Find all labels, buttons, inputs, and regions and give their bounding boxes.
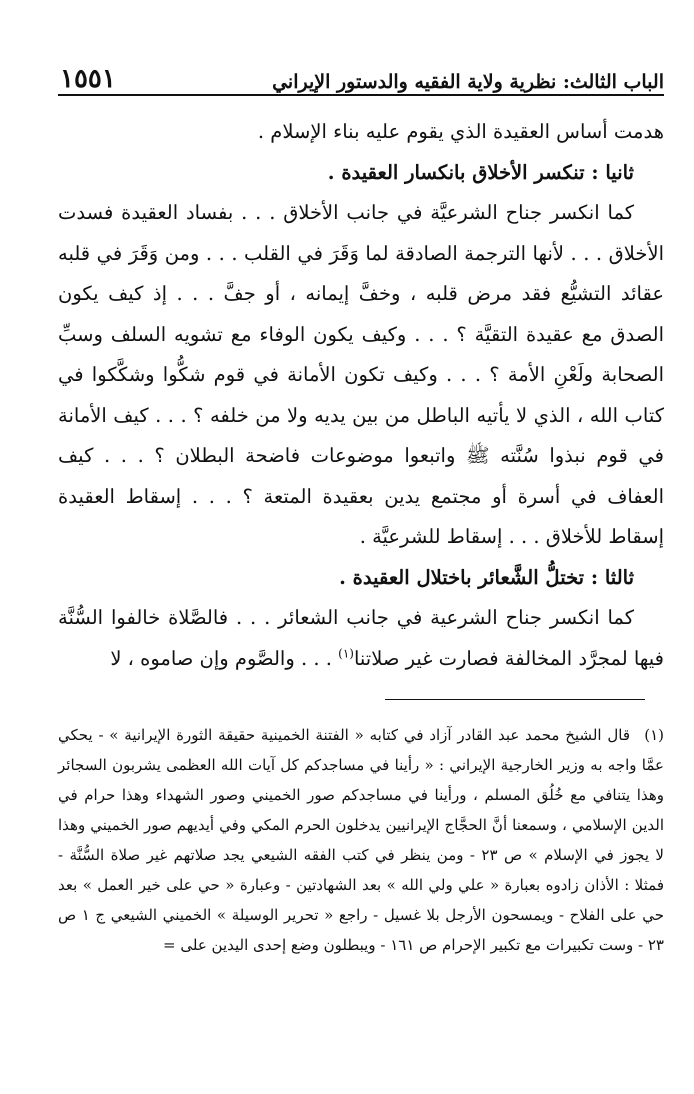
main-text	[58, 112, 664, 679]
paragraph-rituals	[58, 598, 664, 679]
footnote-separator	[385, 699, 645, 700]
paragraph-rituals-text-a: كما انكسر جناح الشرعية في جانب الشعائر . . . فالصَّلاة خالفوا السُّنَّة فيها لمجرَّد المخالفة فصارت غير صلاتنا	[58, 606, 664, 670]
footnote-text: قال الشيخ محمد عبد القادر آزاد في كتابه « الفتنة الخمينية حقيقة الثورة الإيرانية » - يحكي عمَّا واجه به وزير الخارجية الإيراني : « رأينا في مساجدكم كل آيات الله العظمى يشربون السجائر وهذا يتنافي مع خُلُق المسلم ، ورأينا في مساجدكم صور الخميني وصور الشهداء وهذا حرام في الدين الإسلامي ، وسمعنا أنَّ الحجَّاج الإيرانيين يدخلون الحرم المكي وفي أيديهم صور الخميني وهذا لا يجوز في الإسلام » ص ٢٣ - ومن ينظر في كتب الفقه الشيعي يجد صلاتهم غير صلاة السُّنَّة - فمثلا : الأذان زادوه بعبارة « علي ولي الله » بعد الشهادتين - وعبارة « حي على خير العمل » بعد حي على الفلاح - ويمسحون الأرجل بلا غسيل - راجع « تحرير الوسيلة » الخميني الشيعي ج ١ ص ٢٣ - وست تكبيرات مع تكبير الإحرام ص ١٦١ - ويبطلون وضع إحدى اليدين على =	[58, 726, 665, 954]
page-number: ١٥٥١	[60, 64, 116, 94]
page-header	[60, 48, 664, 92]
footnote-reference[interactable]: (١)	[338, 646, 354, 660]
paragraph-rituals-text-b: . . . والصَّوم وإن صاموه ، لا	[110, 646, 339, 670]
header-rule	[58, 94, 664, 96]
paragraph-ethics: كما انكسر جناح الشرعيَّة في جانب الأخلاق . . . بفساد العقيدة فسدت الأخلاق . . . لأنها الترجمة الصادقة لما وَقَرَ في القلب . . . ومن وَقَرَ في قلبه عقائد التشيُّع فقد مرض قلبه ، وخفَّ إيمانه ، أو جفَّ . . . إذ كيف يكون الصدق مع عقيدة التقيَّة ؟ . . . وكيف يكون الوفاء مع تشويه السلف وسبِّ الصحابة ولَعْنِ الأمة ؟ . . . وكيف تكون الأمانة في قوم شكُّوا وشكَّكوا في كتاب الله ، الذي لا يأتيه الباطل من بين يديه ولا من خلفه ؟ . . . كيف الأمانة في قوم نبذوا سُنَّته ﷺ واتبعوا موضوعات فاضحة البطلان ؟ . . . كيف العفاف في أسرة أو مجتمع يدين بعقيدة المتعة ؟ . . . إسقاط العقيدة إسقاط للأخلاق . . . إسقاط للشرعيَّة .	[58, 201, 664, 548]
footnote-number: (١)	[644, 726, 664, 744]
section-heading-third: ثالثا : تختلُّ الشَّعائر باختلال العقيدة .	[339, 565, 634, 589]
footnotes	[58, 720, 664, 960]
running-title: الباب الثالث: نظرية ولاية الفقيه والدستور الإيراني	[272, 71, 664, 93]
paragraph-continuation: هدمت أساس العقيدة الذي يقوم عليه بناء الإسلام .	[257, 120, 664, 143]
section-heading-second: ثانيا : تنكسر الأخلاق بانكسار العقيدة .	[327, 160, 634, 184]
footnote-item	[58, 720, 664, 960]
